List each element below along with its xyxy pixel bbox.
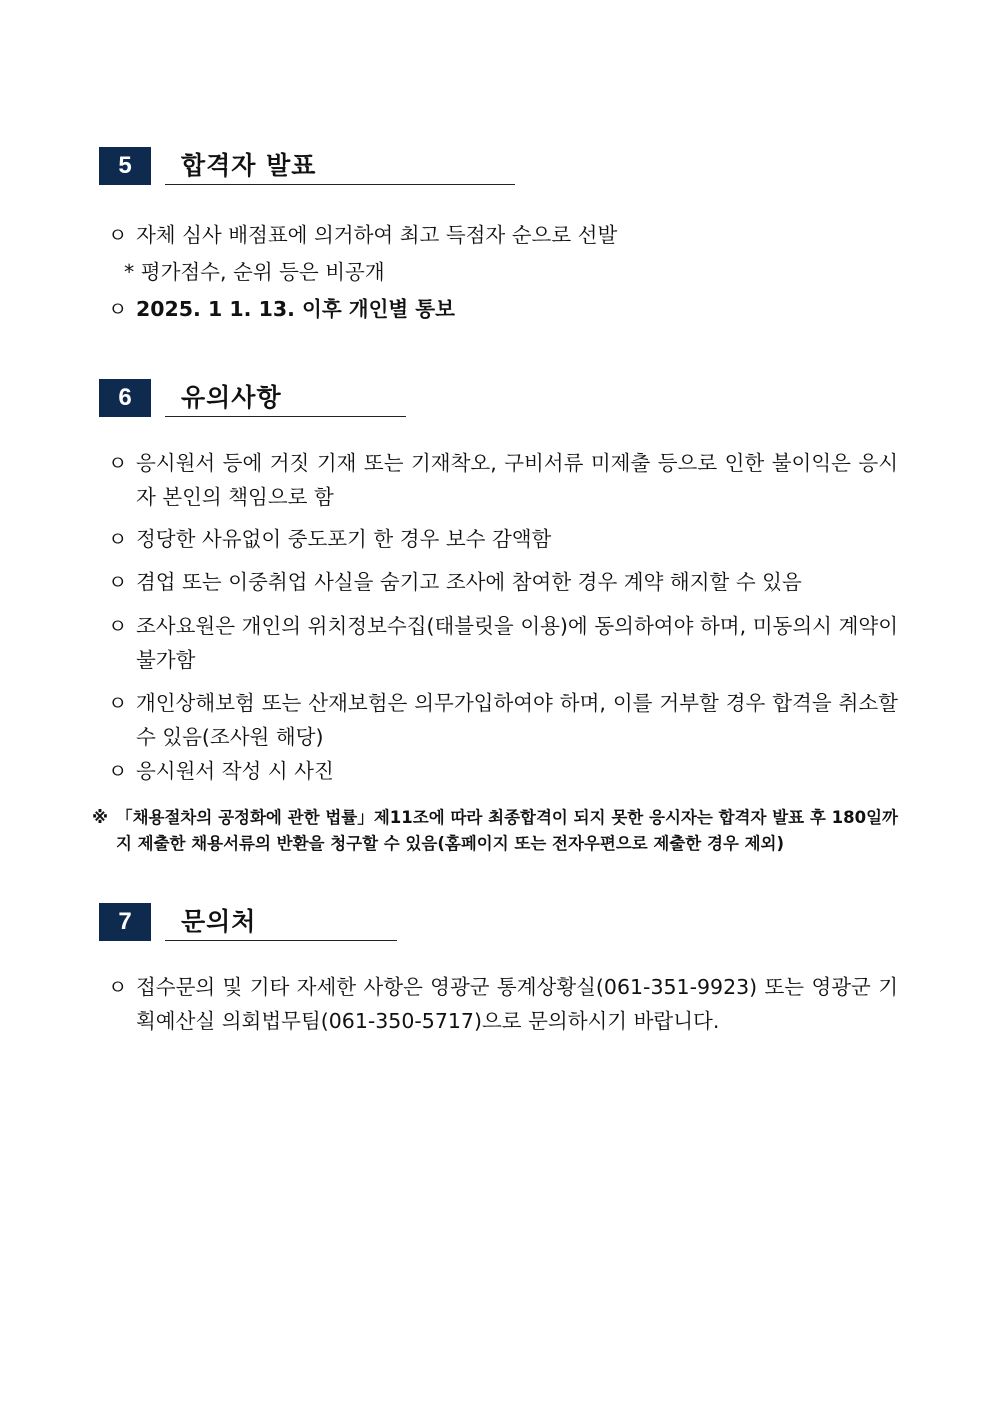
bullet-marker: ㅇ [108,570,128,594]
list-item [108,218,898,252]
section-title: 유의사항 [165,379,406,417]
section-title: 합격자 발표 [165,147,515,185]
list-item-text: 겸업 또는 이중취업 사실을 숨기고 조사에 참여한 경우 계약 해지할 수 있음 [136,570,802,594]
list-item-text: 개인상해보험 또는 산재보험은 의무가입하여야 하며, 이를 거부할 경우 합격을 취소할 수 있음(조사원 해당) [136,691,898,749]
list-item-text: 정당한 사유없이 중도포기 한 경우 보수 감액함 [136,527,552,551]
section-number-badge: 7 [99,903,151,941]
sub-note: * 평가점수, 순위 등은 비공개 [124,260,385,284]
bullet-marker: ㅇ [108,451,128,475]
list-item-text: 응시원서 등에 거짓 기재 또는 기재착오, 구비서류 미제출 등으로 인한 불이익은 응시자 본인의 책임으로 함 [136,451,898,509]
list-item [108,754,898,788]
list-item [108,609,898,677]
list-item [108,522,898,556]
bullet-marker: ㅇ [108,297,128,321]
list-item [108,292,898,326]
bullet-marker: ㅇ [108,527,128,551]
section-number-badge: 6 [99,379,151,417]
list-item-text: 접수문의 및 기타 자세한 사항은 영광군 통계상황실(061-351-9923) 또는 영광군 기획예산실 의회법무팀(061-350-5717)으로 문의하시기 바랍니다. [136,975,898,1033]
list-item [108,565,898,599]
legal-note-text: 「채용절차의 공정화에 관한 법률」제11조에 따라 최종합격이 되지 못한 응시자는 합격자 발표 후 180일까지 제출한 채용서류의 반환을 청구할 수 있음(홈페이지 또는 전자우편으로 제출한 경우 제외) [116,808,898,853]
section-number-badge: 5 [99,147,151,185]
bullet-marker: ㅇ [108,614,128,638]
bullet-marker: ㅇ [108,223,128,247]
list-item-text: 응시원서 작성 시 사진 [136,759,334,783]
reference-mark: ※ [92,808,109,827]
bullet-marker: ㅇ [108,759,128,783]
bullet-marker: ㅇ [108,975,128,999]
list-item-text: 조사요원은 개인의 위치정보수집(태블릿을 이용)에 동의하여야 하며, 미동의시 계약이 불가함 [136,614,898,672]
section-title: 문의처 [165,903,397,941]
list-item [108,446,898,514]
list-item [108,970,898,1038]
legal-note [92,805,898,857]
list-item [108,686,898,754]
list-item-text: 자체 심사 배점표에 의거하여 최고 득점자 순으로 선발 [136,223,618,247]
list-item-text: 2025. 1 1. 13. 이후 개인별 통보 [136,297,455,321]
bullet-marker: ㅇ [108,691,128,715]
